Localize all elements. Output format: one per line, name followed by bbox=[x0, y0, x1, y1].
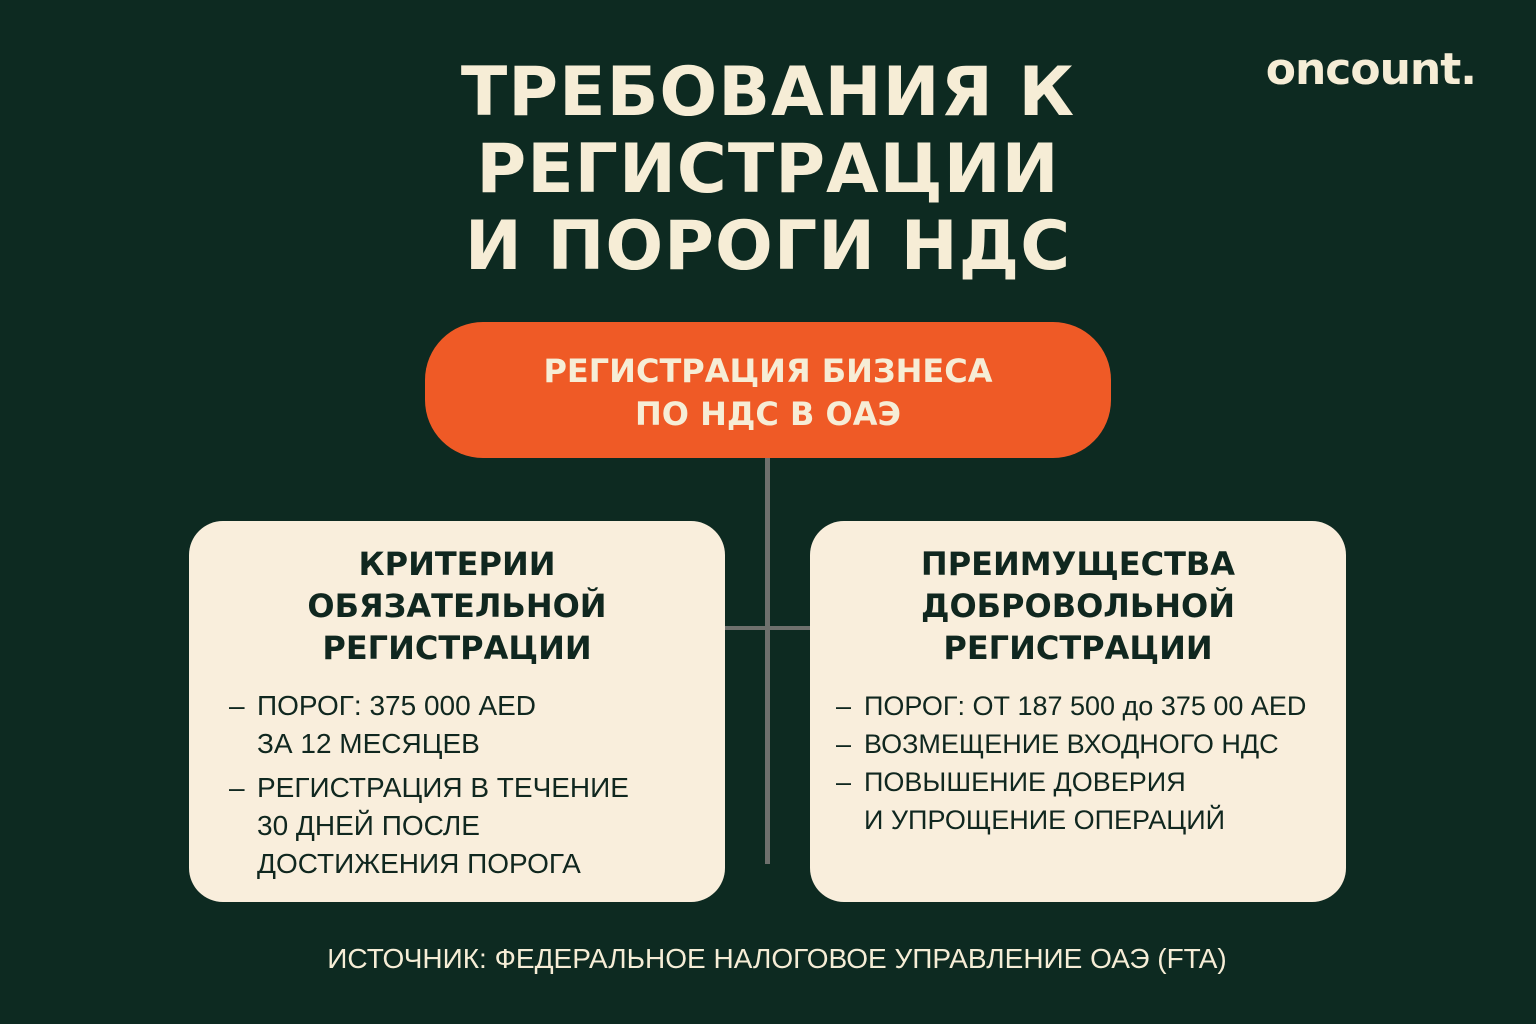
page-title-line: И ПОРОГИ НДС bbox=[464, 207, 1072, 286]
page-title-line: РЕГИСТРАЦИИ bbox=[476, 130, 1060, 209]
brand-logo: oncount. bbox=[1265, 44, 1476, 95]
bullet-dash: – bbox=[836, 691, 852, 721]
list-item-line: ПОРОГ: ОТ 187 500 до 375 00 AED bbox=[864, 691, 1307, 721]
card-title-line: РЕГИСТРАЦИИ bbox=[322, 629, 592, 667]
card-title-line: ПРЕИМУЩЕСТВА bbox=[920, 545, 1236, 583]
card-title-line: ОБЯЗАТЕЛЬНОЙ bbox=[307, 587, 607, 625]
horizontal-connector bbox=[725, 626, 810, 630]
list-item bbox=[836, 763, 1332, 839]
list-item-line: ПОВЫШЕНИЕ ДОВЕРИЯ bbox=[864, 767, 1186, 797]
list-item bbox=[229, 769, 711, 883]
list-item-line: И УПРОЩЕНИЕ ОПЕРАЦИЙ bbox=[864, 805, 1226, 835]
card-title-line: КРИТЕРИИ bbox=[358, 545, 556, 583]
bullet-dash: – bbox=[229, 690, 245, 721]
root-node-line: РЕГИСТРАЦИЯ БИЗНЕСА bbox=[543, 352, 993, 390]
bullet-dash: – bbox=[836, 729, 852, 759]
source-caption: ИСТОЧНИК: ФЕДЕРАЛЬНОЕ НАЛОГОВОЕ УПРАВЛЕНИЕ ОАЭ (FTA) bbox=[327, 943, 1227, 974]
root-node bbox=[425, 322, 1111, 458]
list-item-line: ВОЗМЕЩЕНИЕ ВХОДНОГО НДС bbox=[864, 729, 1279, 759]
list-item-line: 30 ДНЕЙ ПОСЛЕ bbox=[257, 810, 480, 841]
card-title-line: РЕГИСТРАЦИИ bbox=[943, 629, 1213, 667]
list-item-line: РЕГИСТРАЦИЯ В ТЕЧЕНИЕ bbox=[257, 772, 629, 803]
criteria-list bbox=[229, 687, 711, 883]
mandatory-registration-card bbox=[189, 521, 725, 902]
benefits-list bbox=[836, 687, 1332, 839]
list-item-line: ДОСТИЖЕНИЯ ПОРОГА bbox=[257, 848, 581, 879]
list-item bbox=[836, 687, 1332, 725]
bullet-dash: – bbox=[229, 772, 245, 803]
list-item-line: ПОРОГ: 375 000 AED bbox=[257, 690, 537, 721]
list-item-line: ЗА 12 МЕСЯЦЕВ bbox=[257, 728, 480, 759]
page-title bbox=[368, 54, 1168, 285]
bullet-dash: – bbox=[836, 767, 852, 797]
root-node-line: ПО НДС В ОАЭ bbox=[634, 395, 901, 433]
list-item bbox=[836, 725, 1332, 763]
vertical-connector bbox=[765, 458, 770, 864]
list-item bbox=[229, 687, 711, 763]
voluntary-registration-card bbox=[810, 521, 1346, 902]
card-title bbox=[189, 543, 725, 669]
page-title-line: ТРЕБОВАНИЯ К bbox=[460, 53, 1076, 132]
card-title bbox=[810, 543, 1346, 669]
card-title-line: ДОБРОВОЛЬНОЙ bbox=[920, 587, 1236, 625]
